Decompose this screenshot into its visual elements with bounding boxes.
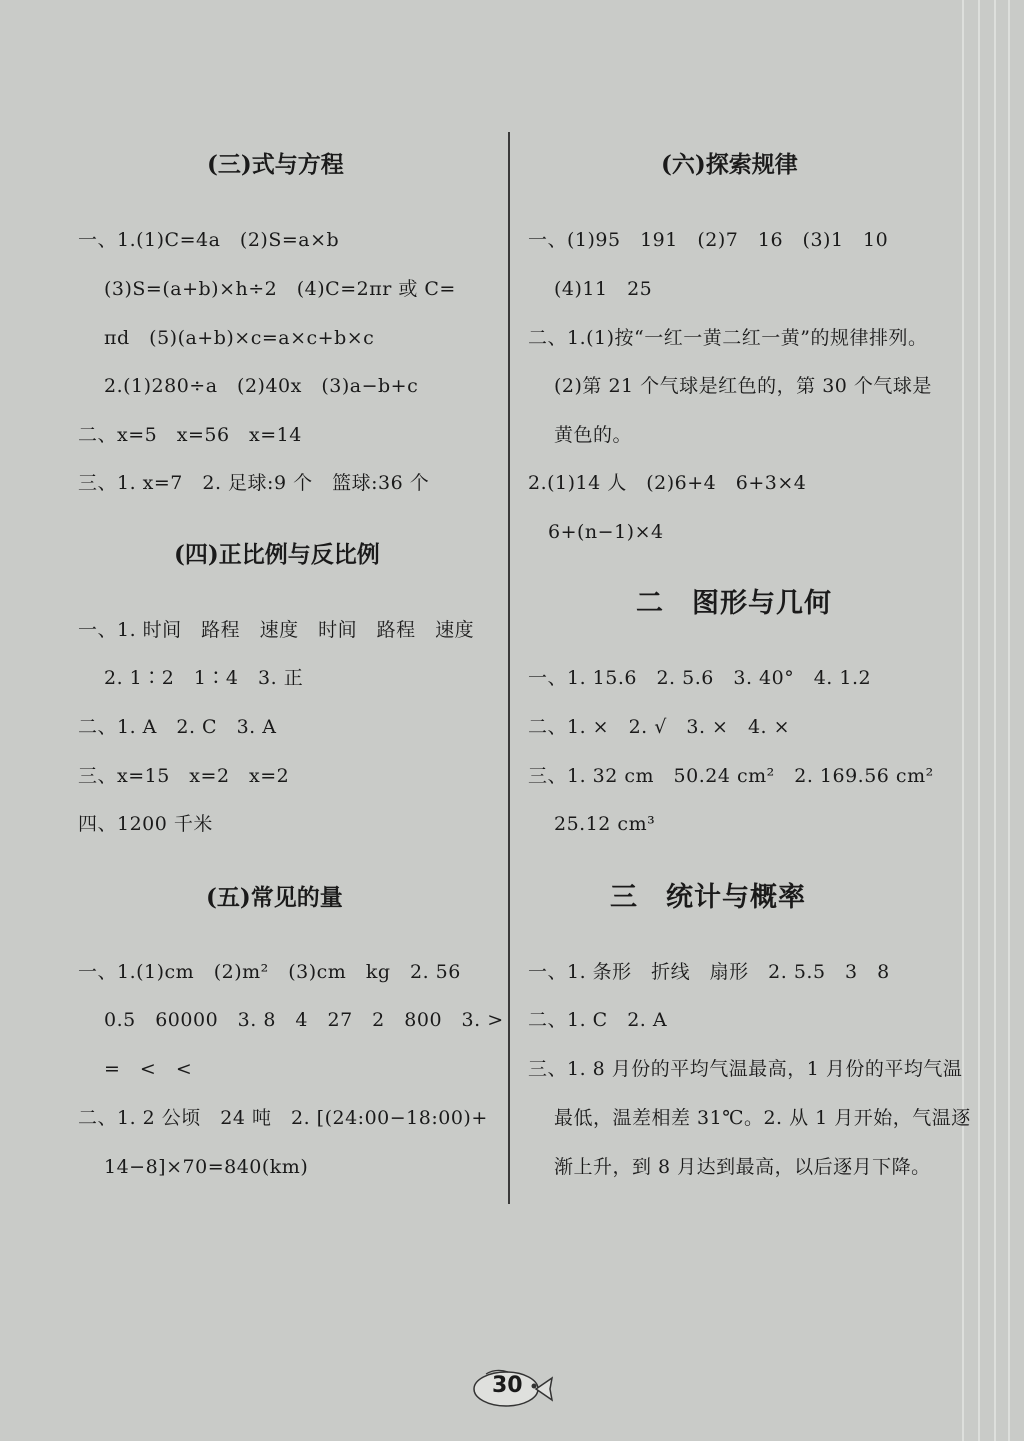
answer-line: 最低，温差相差 31℃。2. 从 1 月开始，气温逐 — [554, 1107, 971, 1129]
answer-line: 三、1. 32 cm 50.24 cm² 2. 169.56 cm² — [528, 765, 934, 787]
answer-line: 三、1. 8 月份的平均气温最高，1 月份的平均气温 — [528, 1058, 963, 1080]
answer-line: (2)第 21 个气球是红色的，第 30 个气球是 — [554, 375, 932, 397]
section-title-quantities: (五)常见的量 — [206, 884, 343, 911]
answer-line: 三、1. x=7 2. 足球:9 个 篮球:36 个 — [78, 472, 430, 494]
answer-line: 二、x=5 x=56 x=14 — [78, 424, 302, 446]
answer-line: 一、1. 时间 路程 速度 时间 路程 速度 — [78, 619, 475, 641]
answer-line: 一、(1)95 191 (2)7 16 (3)1 10 — [528, 229, 889, 251]
answer-line: πd (5)(a+b)×c=a×c+b×c — [104, 327, 375, 349]
answer-line: 黄色的。 — [554, 424, 633, 446]
page-edge — [978, 0, 980, 1441]
answer-line: 二、1. A 2. C 3. A — [78, 716, 277, 738]
page-edge — [962, 0, 964, 1441]
answer-line: 三、x=15 x=2 x=2 — [78, 765, 290, 787]
answer-line: 25.12 cm³ — [554, 813, 656, 835]
answer-line: 二、1. 2 公顷 24 吨 2. [(24:00−18:00)+ — [78, 1107, 488, 1129]
page-edge — [1008, 0, 1010, 1441]
chapter-title-statistics: 三 统计与概率 — [610, 882, 806, 913]
answer-line: 二、1. C 2. A — [528, 1009, 668, 1031]
answer-line: 0.5 60000 3. 8 4 27 2 800 3. > — [104, 1009, 504, 1031]
answer-line: 二、1.(1)按“一红一黄二红一黄”的规律排列。 — [528, 327, 928, 349]
column-divider — [508, 132, 510, 1204]
answer-line: 二、1. × 2. √ 3. × 4. × — [528, 716, 791, 738]
chapter-title-geometry: 二 图形与几何 — [636, 588, 832, 619]
answer-line: 渐上升，到 8 月达到最高，以后逐月下降。 — [554, 1156, 931, 1178]
answer-line: 四、1200 千米 — [78, 813, 213, 835]
answer-line: 一、1. 条形 折线 扇形 2. 5.5 3 8 — [528, 961, 890, 983]
answer-line: 6+(n−1)×4 — [548, 521, 664, 543]
answer-line: (3)S=(a+b)×h÷2 (4)C=2πr 或 C= — [104, 278, 456, 300]
page-number: 30 — [492, 1373, 523, 1398]
section-title-proportion: (四)正比例与反比例 — [174, 541, 380, 568]
answer-line: 14−8]×70=840(km) — [104, 1156, 309, 1178]
section-title-equations: (三)式与方程 — [207, 151, 344, 178]
answer-line: 2.(1)280÷a (2)40x (3)a−b+c — [104, 375, 419, 397]
page-edge — [994, 0, 996, 1441]
answer-line: 一、1.(1)cm (2)m² (3)cm kg 2. 56 — [78, 961, 461, 983]
page-number-badge — [466, 1366, 556, 1412]
answer-line: 一、1.(1)C=4a (2)S=a×b — [78, 229, 340, 251]
answer-line: 2.(1)14 人 (2)6+4 6+3×4 — [528, 472, 807, 494]
answer-line: (4)11 25 — [554, 278, 653, 300]
section-title-patterns: (六)探索规律 — [661, 151, 798, 178]
answer-line: 一、1. 15.6 2. 5.6 3. 40° 4. 1.2 — [528, 667, 872, 689]
answer-line: = < < — [104, 1058, 193, 1080]
answer-line: 2. 1∶2 1∶4 3. 正 — [104, 667, 304, 689]
